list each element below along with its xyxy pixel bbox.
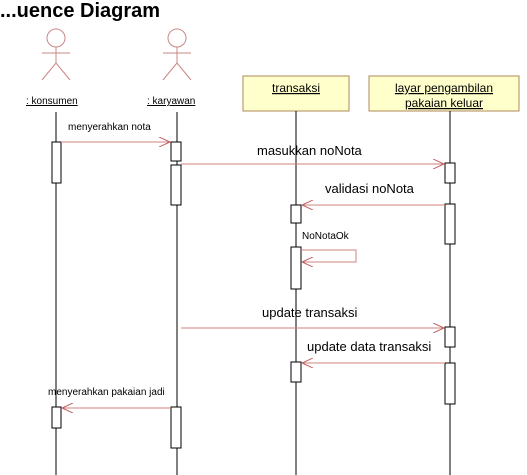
msg-label-menyerahkan-pakaian-jadi: menyerahkan pakaian jadi [48,387,165,398]
msg-label-update-data-transaksi: update data transaksi [307,339,432,354]
object-transaksi-label: transaksi [271,81,321,95]
actor-karyawan-label: : karyawan [147,96,196,107]
actor-konsumen-label: : konsumen [26,96,78,107]
activation-konsumen-2 [52,407,61,428]
activation-karyawan-1 [171,142,181,161]
activation-layar-3 [445,327,455,347]
activation-layar-2 [445,204,455,244]
msg-label-menyerahkan-nota: menyerahkan nota [68,122,151,133]
object-layar-label-line2: pakaian keluar [404,96,484,110]
activation-layar-4 [445,363,455,404]
object-layar-label-line1: layar pengambilan [394,81,494,95]
activation-transaksi-3 [291,362,301,382]
lifelines [56,111,450,475]
msg-label-validasi-nonota: validasi noNota [325,181,414,196]
msg-label-update-transaksi: update transaksi [262,305,358,320]
diagram-title: ...uence Diagram [0,0,161,22]
activation-karyawan-3 [171,407,181,448]
actor-karyawan [163,29,191,80]
msg-line-nonotaok [301,250,356,262]
activation-konsumen-1 [52,142,61,183]
activation-karyawan-2 [171,165,181,205]
activation-layar-1 [445,163,455,183]
activation-transaksi-1 [291,205,301,223]
actor-konsumen [42,29,70,80]
msg-label-nonotaok: NoNotaOk [302,231,349,242]
activation-transaksi-2 [291,247,301,289]
msg-label-masukkan-nonota: masukkan noNota [257,143,362,158]
